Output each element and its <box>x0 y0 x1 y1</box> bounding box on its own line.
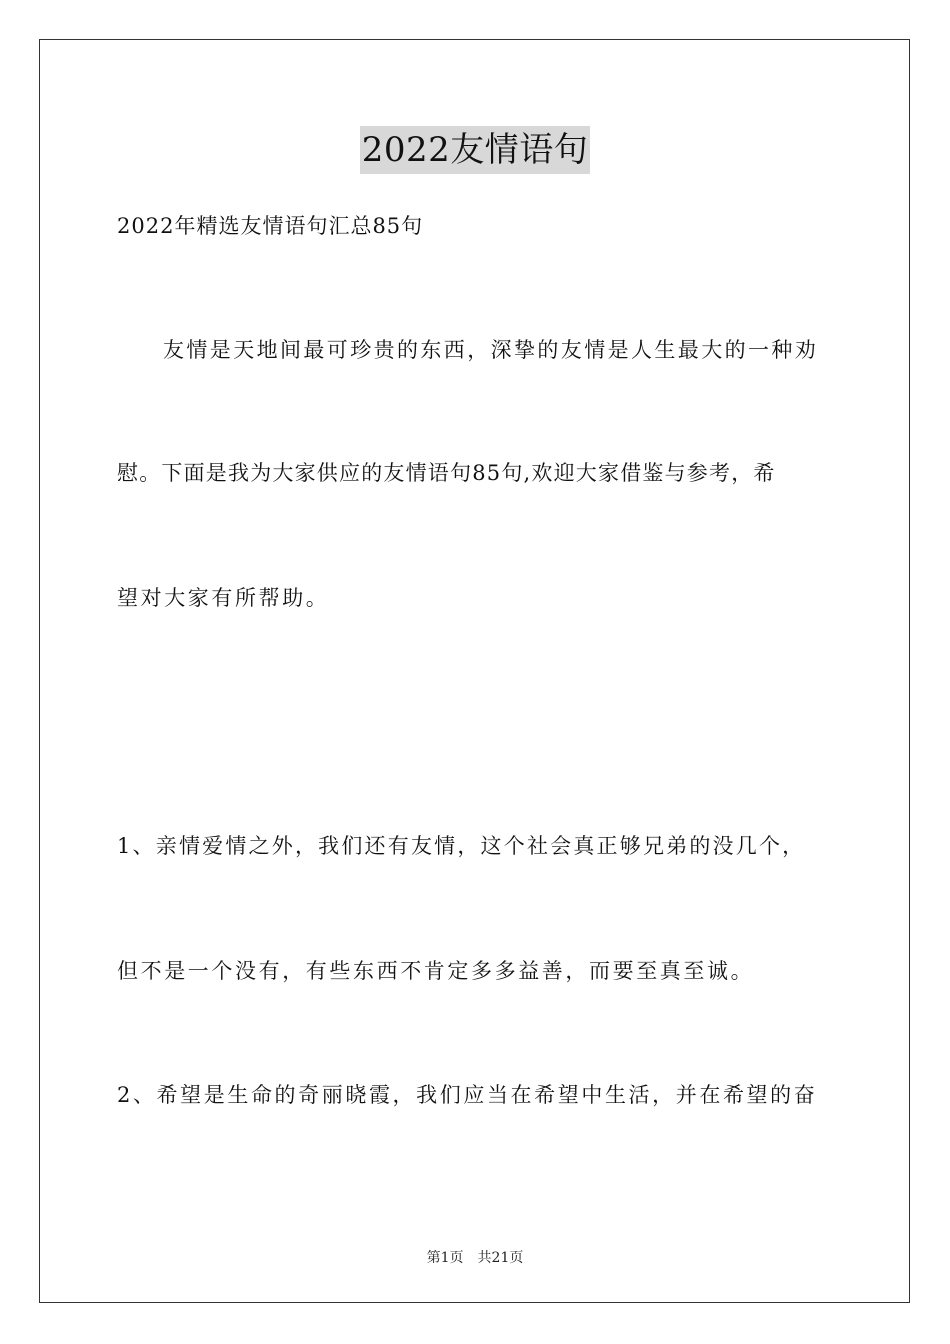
quote-item-1-line-1: 1、亲情爱情之外，我们还有友情，这个社会真正够兄弟的没几个， <box>117 834 806 858</box>
intro-paragraph-line-2: 慰。下面是我为大家供应的友情语句85句,欢迎大家借鉴与参考，希 <box>117 461 776 485</box>
document-title-wrapper <box>0 126 950 174</box>
document-title: 2022友情语句 <box>360 126 591 174</box>
quote-item-1-line-2: 但不是一个没有，有些东西不肯定多多益善，而要至真至诚。 <box>117 959 755 983</box>
intro-paragraph-line-3: 望对大家有所帮助。 <box>117 586 330 610</box>
page-number-current: 第1页 <box>426 1250 464 1266</box>
intro-paragraph-line-1: 友情是天地间最可珍贵的东西，深挚的友情是人生最大的一种劝 <box>163 338 819 362</box>
page-number-total: 共21页 <box>477 1250 524 1266</box>
page-footer <box>0 1247 950 1267</box>
document-subtitle: 2022年精选友情语句汇总85句 <box>117 214 424 238</box>
quote-item-2-line-1: 2、希望是生命的奇丽晓霞，我们应当在希望中生活，并在希望的奋 <box>117 1083 818 1107</box>
